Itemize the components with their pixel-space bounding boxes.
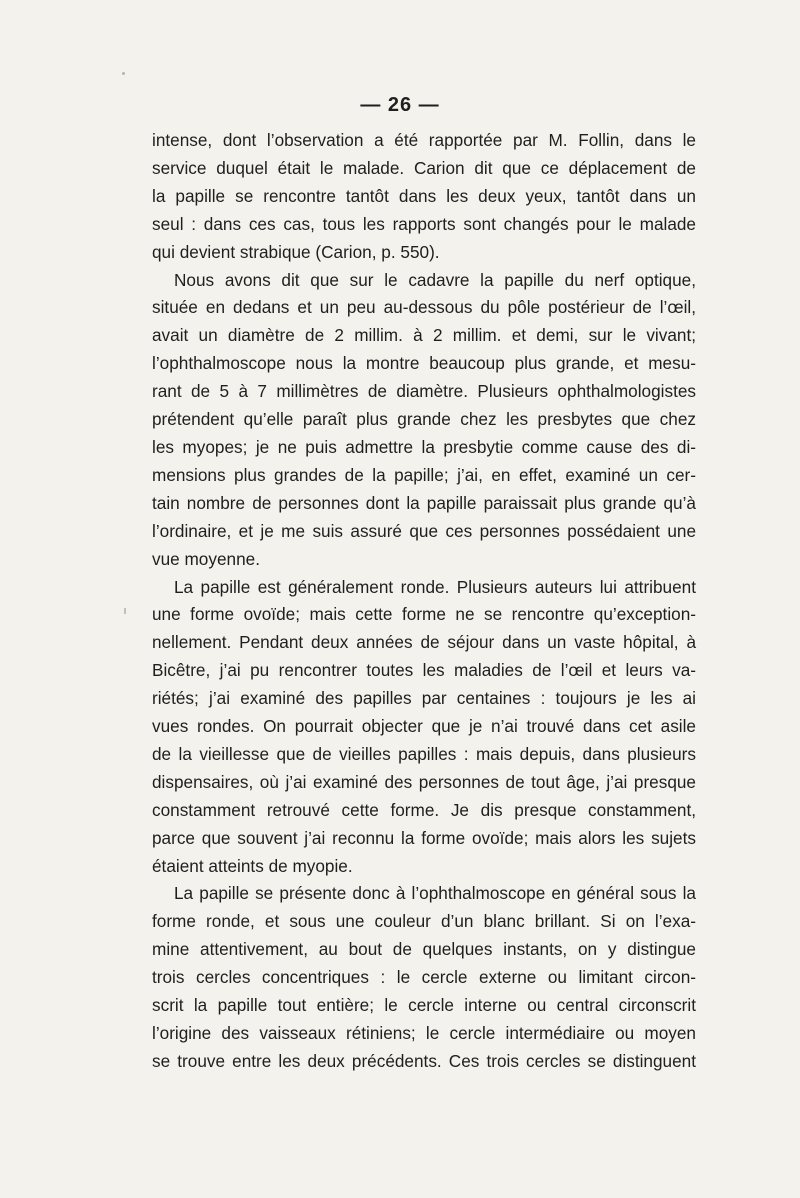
text-line: située en dedans et un peu au-dessous du pôle postérieur de l’œil, — [152, 297, 696, 318]
text-line: seul : dans ces cas, tous les rapports sont changés pour le malade — [152, 213, 696, 234]
text-line: mine attentivement, au bout de quelques instants, on y distingue — [152, 939, 696, 960]
text-line: service duquel était le malade. Carion dit que ce déplacement de — [152, 157, 696, 178]
paper-speck — [122, 72, 125, 75]
text-line: mensions plus grandes de la papille; j’ai, en effet, examiné un cer- — [152, 464, 696, 485]
text-line: trois cercles concentriques : le cercle externe ou limitant circon- — [152, 967, 696, 988]
text-line: se trouve entre les deux précédents. Ces trois cercles se distinguent — [152, 1050, 696, 1071]
text-line: constamment retrouvé cette forme. Je dis presque constamment, — [152, 799, 696, 820]
text-line: vues rondes. On pourrait objecter que je n’ai trouvé dans cet asile — [152, 716, 696, 737]
text-line: rant de 5 à 7 millimètres de diamètre. Plusieurs ophthalmologistes — [152, 381, 696, 402]
text-line: la papille se rencontre tantôt dans les deux yeux, tantôt dans un — [152, 185, 696, 206]
text-line: prétendent qu’elle paraît plus grande chez les presbytes que chez — [152, 409, 696, 430]
text-line: riétés; j’ai examiné des papilles par centaines : toujours je les ai — [152, 688, 696, 709]
text-line: La papille est généralement ronde. Plusieurs auteurs lui attribuent — [174, 576, 696, 597]
text-line: parce que souvent j’ai reconnu la forme ovoïde; mais alors les sujets — [152, 827, 696, 848]
text-line: l’origine des vaisseaux rétiniens; le cercle intermédiaire ou moyen — [152, 1023, 696, 1043]
text-line: nellement. Pendant deux années de séjour dans un vaste hôpital, à — [152, 632, 696, 653]
text-line: une forme ovoïde; mais cette forme ne se rencontre qu’exception- — [152, 604, 696, 625]
text-line: avait un diamètre de 2 millim. à 2 millim. et demi, sur le vivant; — [152, 325, 696, 346]
text-line: les myopes; je ne puis admettre la presbytie comme cause des di- — [152, 436, 696, 457]
text-line: de la vieillesse que de vieilles papilles : mais depuis, dans plusieurs — [152, 743, 696, 764]
text-line: La papille se présente donc à l’ophthalmoscope en général sous la — [174, 883, 696, 904]
text-line: Nous avons dit que sur le cadavre la papille du nerf optique, — [174, 269, 696, 290]
text-line: intense, dont l’observation a été rapportée par M. Follin, dans le — [152, 130, 696, 150]
page-number: — 26 — — [360, 94, 440, 116]
text-line: étaient atteints de myopie. — [152, 855, 353, 876]
text-line: vue moyenne. — [152, 548, 260, 569]
text-line: Bicêtre, j’ai pu rencontrer toutes les maladies de l’œil et leurs va- — [152, 660, 696, 681]
text-line: scrit la papille tout entière; le cercle interne ou central circonscrit — [152, 995, 696, 1016]
text-line: dispensaires, où j’ai examiné des personnes de tout âge, j’ai presque — [152, 771, 696, 792]
text-line: forme ronde, et sous une couleur d’un blanc brillant. Si on l’exa- — [152, 911, 696, 932]
text-line: qui devient strabique (Carion, p. 550). — [152, 241, 440, 262]
text-line: tain nombre de personnes dont la papille paraissait plus grande qu’à — [152, 492, 696, 513]
text-line: l’ordinaire, et je me suis assuré que ces personnes possédaient une — [152, 520, 696, 541]
body-text — [152, 127, 696, 1076]
text-line: l’ophthalmoscope nous la montre beaucoup plus grande, et mesu- — [152, 353, 696, 374]
paper-speck — [124, 608, 126, 614]
